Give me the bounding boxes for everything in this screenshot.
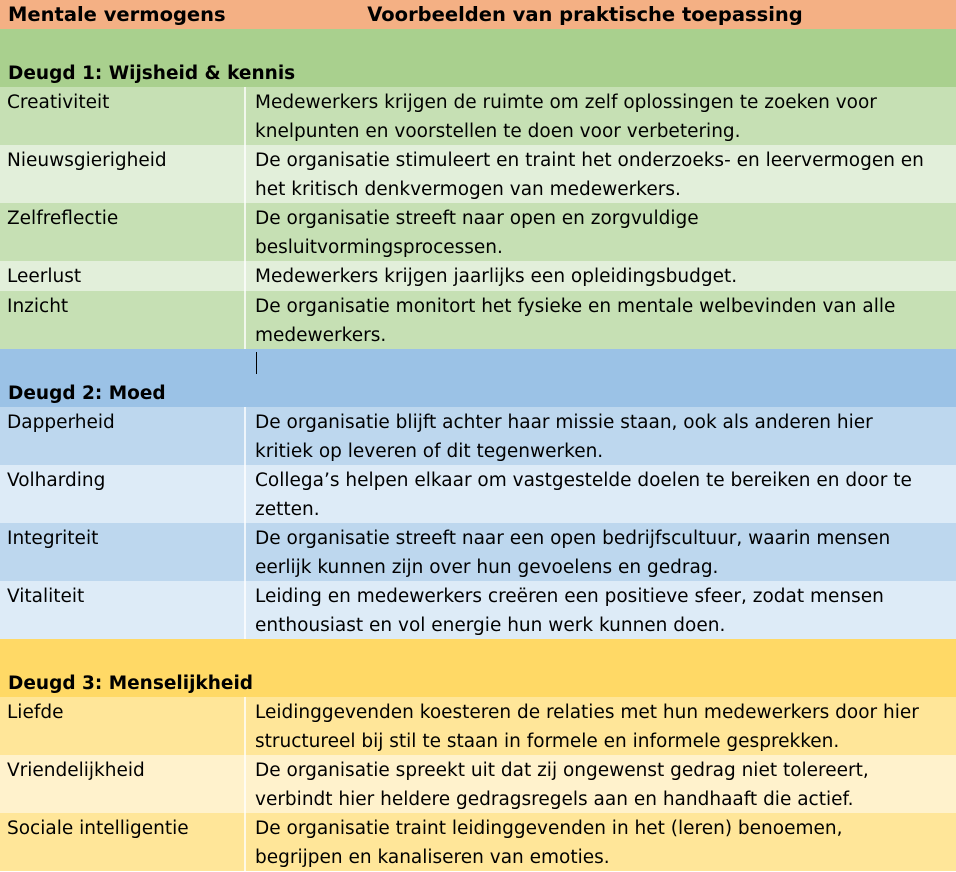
row-name: Zelfreflectie (7, 208, 119, 229)
row-description-line: kritiek op leveren of dit tegenwerken. (255, 441, 604, 462)
row-name: Vriendelijkheid (7, 760, 145, 781)
table-row (0, 813, 956, 871)
table-row (0, 261, 956, 291)
row-description-line: medewerkers. (255, 325, 387, 346)
row-description-line: De organisatie traint leidinggevenden in het (leren) benoemen, (255, 818, 843, 839)
group-wisdom (0, 29, 956, 349)
group-humanity (0, 639, 956, 871)
row-description-line: Medewerkers krijgen de ruimte om zelf oplossingen te zoeken voor (255, 92, 877, 113)
row-description (244, 523, 956, 581)
table-row (0, 465, 956, 523)
group-title: Deugd 2: Moed (0, 349, 956, 407)
row-description (244, 465, 956, 523)
row-description-line: De organisatie blijft achter haar missie staan, ook als anderen hier (255, 412, 873, 433)
table-row (0, 145, 956, 203)
table-row (0, 87, 956, 145)
group-title: Deugd 1: Wijsheid & kennis (0, 29, 956, 87)
table-row (0, 523, 956, 581)
group-courage (0, 349, 956, 639)
row-description (244, 581, 956, 639)
row-description-line: Leiding en medewerkers creëren een positieve sfeer, zodat mensen (255, 586, 884, 607)
row-description (244, 203, 956, 261)
row-description-line: De organisatie streeft naar een open bedrijfscultuur, waarin mensen (255, 528, 891, 549)
group-title: Deugd 3: Menselijkheid (0, 639, 956, 697)
table-row (0, 291, 956, 349)
row-description-line: Leidinggevenden koesteren de relaties met hun medewerkers door hier (255, 702, 919, 723)
row-description-line: eerlijk kunnen zijn over hun gevoelens en gedrag. (255, 557, 719, 578)
row-name: Nieuwsgierigheid (7, 150, 167, 171)
row-description-line: De organisatie spreekt uit dat zij ongewenst gedrag niet tolereert, (255, 760, 869, 781)
row-description-line: begrijpen en kanaliseren van emoties. (255, 847, 610, 868)
table-row (0, 407, 956, 465)
row-name: Leerlust (7, 266, 82, 287)
row-name: Integriteit (7, 528, 99, 549)
row-description (244, 291, 956, 349)
row-name: Dapperheid (7, 412, 115, 433)
row-description-line: De organisatie monitort het fysieke en mentale welbevinden van alle (255, 296, 896, 317)
row-description (244, 755, 956, 813)
row-description-line: knelpunten en voorstellen te doen voor verbetering. (255, 121, 741, 142)
table-header (0, 0, 956, 29)
row-name: Volharding (7, 470, 106, 491)
row-description-line: zetten. (255, 499, 320, 520)
row-description-line: Medewerkers krijgen jaarlijks een opleidingsbudget. (255, 266, 738, 287)
row-name: Inzicht (7, 296, 69, 317)
row-description-line: Collega’s helpen elkaar om vastgestelde doelen te bereiken en door te (255, 470, 912, 491)
row-description-line: structureel bij stil te staan in formele en informele gesprekken. (255, 731, 840, 752)
row-description-line-with-cursor[interactable] (255, 321, 956, 379)
row-description-line: De organisatie streeft naar open en zorgvuldige (255, 208, 699, 229)
row-description (244, 87, 956, 145)
header-practical-examples: Voorbeelden van praktische toepassing (367, 3, 803, 26)
row-name: Creativiteit (7, 92, 110, 113)
table-row (0, 755, 956, 813)
row-description-line: De organisatie stimuleert en traint het onderzoeks- en leervermogen en (255, 150, 924, 171)
row-name: Vitaliteit (7, 586, 85, 607)
row-description (244, 145, 956, 203)
row-description-line: het kritisch denkvermogen van medewerkers. (255, 179, 681, 200)
row-description-line: enthousiast en vol energie hun werk kunnen doen. (255, 615, 726, 636)
table-row (0, 581, 956, 639)
row-name: Liefde (7, 702, 64, 723)
header-mental-capacities: Mentale vermogens (8, 3, 226, 26)
table-row (0, 697, 956, 755)
row-description-line: besluitvormingsprocessen. (255, 237, 503, 258)
table-row (0, 203, 956, 261)
row-description (244, 407, 956, 465)
row-description (244, 697, 956, 755)
row-description (244, 261, 956, 291)
text-cursor (256, 352, 257, 374)
row-name: Sociale intelligentie (7, 818, 189, 839)
row-description (244, 813, 956, 871)
row-description-line: verbindt hier heldere gedragsregels aan en handhaaft die actief. (255, 789, 854, 810)
